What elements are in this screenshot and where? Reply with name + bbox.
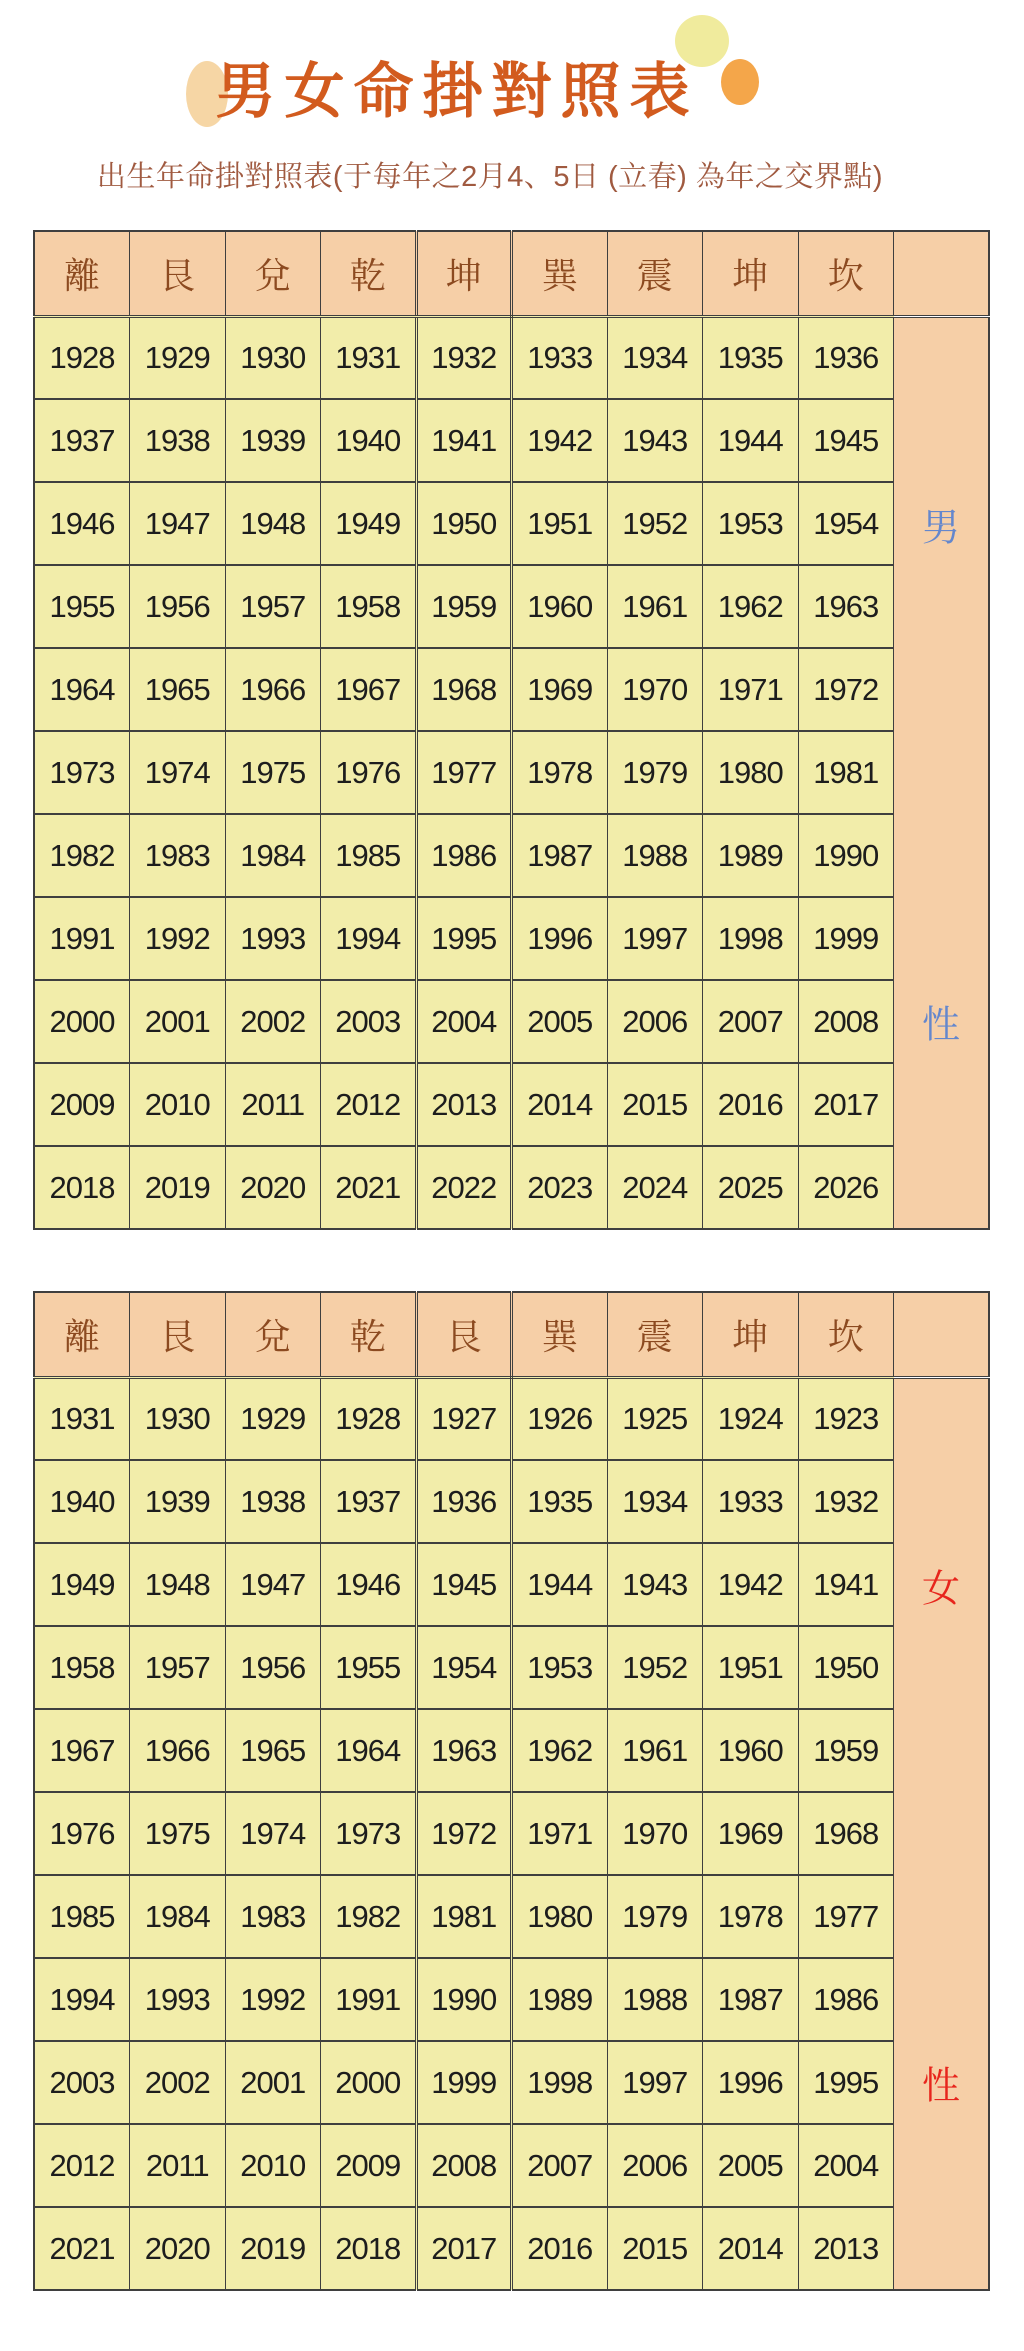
year-cell: 1985 [321,814,417,897]
year-cell: 1986 [416,814,512,897]
year-cell: 2023 [512,1146,608,1229]
year-cell: 1978 [703,1875,799,1958]
female-table-body [34,1377,989,2290]
year-cell: 1942 [703,1543,799,1626]
year-cell: 1969 [703,1792,799,1875]
year-row [34,1063,989,1146]
year-row [34,1543,989,1626]
year-cell: 1956 [225,1626,321,1709]
year-cell: 1935 [703,316,799,399]
year-cell: 1946 [321,1543,417,1626]
female-gender-column [894,1377,990,2290]
year-cell: 1955 [321,1626,417,1709]
year-cell: 1979 [607,731,703,814]
year-cell: 1980 [703,731,799,814]
year-cell: 1974 [225,1792,321,1875]
year-cell: 1957 [130,1626,226,1709]
year-row [34,1146,989,1229]
year-row [34,814,989,897]
year-cell: 1974 [130,731,226,814]
trigram-header-cell: 兌 [225,1292,321,1377]
year-cell: 1962 [703,565,799,648]
year-cell: 1983 [130,814,226,897]
year-cell: 1982 [321,1875,417,1958]
trigram-header-cell: 艮 [130,231,226,316]
year-cell: 1984 [130,1875,226,1958]
trigram-header-cell: 離 [34,1292,130,1377]
year-cell: 1937 [34,399,130,482]
year-cell: 1998 [703,897,799,980]
year-cell: 2009 [321,2124,417,2207]
year-cell: 1976 [321,731,417,814]
year-row [34,1460,989,1543]
year-cell: 2025 [703,1146,799,1229]
year-cell: 1934 [607,316,703,399]
year-cell: 2004 [416,980,512,1063]
year-cell: 1945 [416,1543,512,1626]
trigram-header-cell: 震 [607,231,703,316]
year-cell: 1932 [798,1460,894,1543]
year-cell: 1973 [34,731,130,814]
year-cell: 1937 [321,1460,417,1543]
year-cell: 1954 [416,1626,512,1709]
year-cell: 1989 [703,814,799,897]
year-cell: 1995 [416,897,512,980]
male-gua-table [33,230,990,1230]
year-cell: 1993 [225,897,321,980]
year-cell: 1960 [703,1709,799,1792]
year-row [34,2124,989,2207]
year-cell: 2017 [798,1063,894,1146]
year-cell: 1982 [34,814,130,897]
year-cell: 1958 [34,1626,130,1709]
trigram-header-cell: 艮 [130,1292,226,1377]
female-gender-char: 女 [921,1568,961,1611]
year-cell: 1970 [607,1792,703,1875]
trigram-header-cell: 震 [607,1292,703,1377]
year-cell: 2000 [34,980,130,1063]
year-row [34,1875,989,1958]
year-cell: 1994 [34,1958,130,2041]
year-cell: 1928 [34,316,130,399]
year-cell: 1923 [798,1377,894,1460]
year-cell: 1932 [416,316,512,399]
trigram-header-cell: 乾 [321,231,417,316]
year-cell: 2018 [34,1146,130,1229]
year-cell: 1985 [34,1875,130,1958]
year-cell: 1968 [798,1792,894,1875]
trigram-header-cell: 巽 [512,231,608,316]
year-cell: 1967 [34,1709,130,1792]
year-cell: 1926 [512,1377,608,1460]
trigram-header-cell: 坎 [798,231,894,316]
page-subtitle: 出生年命掛對照表(于每年之2月4、5日 (立春) 為年之交界點) [96,161,884,193]
year-cell: 2019 [225,2207,321,2290]
year-cell: 1934 [607,1460,703,1543]
year-cell: 2007 [703,980,799,1063]
year-row [34,897,989,980]
year-cell: 1992 [130,897,226,980]
trigram-header-cell: 坤 [416,231,512,316]
year-cell: 1977 [798,1875,894,1958]
year-cell: 2012 [321,1063,417,1146]
year-cell: 1999 [798,897,894,980]
year-cell: 1936 [798,316,894,399]
year-cell: 1959 [416,565,512,648]
year-cell: 1928 [321,1377,417,1460]
year-row [34,399,989,482]
year-cell: 1933 [512,316,608,399]
year-row [34,1958,989,2041]
trigram-header-cell: 坎 [798,1292,894,1377]
year-cell: 1943 [607,1543,703,1626]
year-cell: 1948 [225,482,321,565]
year-cell: 1967 [321,648,417,731]
year-cell: 1953 [703,482,799,565]
year-cell: 1952 [607,1626,703,1709]
year-cell: 1942 [512,399,608,482]
male-table-header [34,231,989,316]
year-cell: 2010 [130,1063,226,1146]
year-cell: 1983 [225,1875,321,1958]
year-cell: 2004 [798,2124,894,2207]
gender-header-spacer [894,231,990,316]
year-cell: 2008 [798,980,894,1063]
year-cell: 1963 [416,1709,512,1792]
year-cell: 2018 [321,2207,417,2290]
year-cell: 2019 [130,1146,226,1229]
year-cell: 1954 [798,482,894,565]
year-cell: 1949 [321,482,417,565]
year-cell: 1993 [130,1958,226,2041]
year-cell: 1965 [130,648,226,731]
year-row [34,1792,989,1875]
year-cell: 2026 [798,1146,894,1229]
year-cell: 1929 [130,316,226,399]
year-cell: 2001 [225,2041,321,2124]
year-cell: 1994 [321,897,417,980]
year-cell: 2012 [34,2124,130,2207]
year-row [34,565,989,648]
year-cell: 1929 [225,1377,321,1460]
year-cell: 2017 [416,2207,512,2290]
year-cell: 1977 [416,731,512,814]
trigram-header-cell: 巽 [512,1292,608,1377]
year-cell: 2005 [512,980,608,1063]
year-cell: 1959 [798,1709,894,1792]
trigram-header-cell: 坤 [703,1292,799,1377]
year-cell: 2005 [703,2124,799,2207]
year-cell: 1966 [225,648,321,731]
year-cell: 1964 [321,1709,417,1792]
year-row [34,980,989,1063]
year-cell: 1988 [607,814,703,897]
year-cell: 1931 [34,1377,130,1460]
year-cell: 2011 [130,2124,226,2207]
year-cell: 1992 [225,1958,321,2041]
year-cell: 1990 [798,814,894,897]
year-cell: 1925 [607,1377,703,1460]
year-cell: 1986 [798,1958,894,2041]
year-cell: 1941 [416,399,512,482]
year-cell: 2011 [225,1063,321,1146]
year-cell: 1941 [798,1543,894,1626]
year-cell: 1938 [225,1460,321,1543]
year-cell: 1969 [512,648,608,731]
trigram-header-cell: 兌 [225,231,321,316]
male-gender-char: 性 [921,1004,961,1047]
year-cell: 1935 [512,1460,608,1543]
year-cell: 1960 [512,565,608,648]
year-cell: 2013 [798,2207,894,2290]
gender-header-spacer [894,1292,990,1377]
year-cell: 1973 [321,1792,417,1875]
year-cell: 2006 [607,980,703,1063]
year-cell: 1963 [798,565,894,648]
year-cell: 2013 [416,1063,512,1146]
year-cell: 1975 [225,731,321,814]
year-cell: 1931 [321,316,417,399]
year-row [34,316,989,399]
year-cell: 1997 [607,2041,703,2124]
year-cell: 2002 [225,980,321,1063]
year-cell: 2022 [416,1146,512,1229]
year-row [34,482,989,565]
year-cell: 1939 [130,1460,226,1543]
female-table-header [34,1292,989,1377]
year-cell: 1975 [130,1792,226,1875]
year-cell: 1999 [416,2041,512,2124]
year-cell: 1961 [607,1709,703,1792]
trigram-header-cell: 離 [34,231,130,316]
year-cell: 2021 [34,2207,130,2290]
year-row [34,2207,989,2290]
year-cell: 2009 [34,1063,130,1146]
year-cell: 1978 [512,731,608,814]
female-gua-table [33,1291,990,2291]
year-row [34,1626,989,1709]
year-cell: 1938 [130,399,226,482]
year-cell: 2003 [34,2041,130,2124]
year-cell: 1930 [225,316,321,399]
year-cell: 1951 [512,482,608,565]
year-cell: 1971 [512,1792,608,1875]
year-row [34,2041,989,2124]
year-cell: 1949 [34,1543,130,1626]
year-cell: 1998 [512,2041,608,2124]
year-cell: 1950 [798,1626,894,1709]
year-cell: 1957 [225,565,321,648]
year-cell: 1964 [34,648,130,731]
year-cell: 1945 [798,399,894,482]
year-cell: 2015 [607,2207,703,2290]
trigram-header-cell: 乾 [321,1292,417,1377]
year-cell: 1930 [130,1377,226,1460]
year-cell: 1944 [703,399,799,482]
year-cell: 1970 [607,648,703,731]
year-cell: 1996 [512,897,608,980]
year-cell: 1948 [130,1543,226,1626]
male-gender-char: 男 [921,507,961,550]
year-cell: 2020 [225,1146,321,1229]
year-cell: 2021 [321,1146,417,1229]
year-cell: 1989 [512,1958,608,2041]
year-cell: 1955 [34,565,130,648]
year-cell: 1946 [34,482,130,565]
year-row [34,1377,989,1460]
year-cell: 2007 [512,2124,608,2207]
male-table-body [34,316,989,1229]
year-cell: 1940 [321,399,417,482]
year-cell: 1980 [512,1875,608,1958]
year-cell: 1987 [512,814,608,897]
trigram-header-row [34,231,989,316]
year-cell: 1984 [225,814,321,897]
year-cell: 1981 [416,1875,512,1958]
year-cell: 2000 [321,2041,417,2124]
year-cell: 1972 [416,1792,512,1875]
year-cell: 1972 [798,648,894,731]
year-cell: 1927 [416,1377,512,1460]
trigram-header-cell: 艮 [416,1292,512,1377]
year-cell: 2014 [512,1063,608,1146]
year-cell: 2002 [130,2041,226,2124]
year-row [34,731,989,814]
trigram-header-row [34,1292,989,1377]
year-cell: 1997 [607,897,703,980]
year-row [34,648,989,731]
year-cell: 2015 [607,1063,703,1146]
year-cell: 1953 [512,1626,608,1709]
year-cell: 2014 [703,2207,799,2290]
year-cell: 1944 [512,1543,608,1626]
year-cell: 1976 [34,1792,130,1875]
year-cell: 1987 [703,1958,799,2041]
year-cell: 1947 [130,482,226,565]
year-cell: 2016 [703,1063,799,1146]
year-cell: 1933 [703,1460,799,1543]
year-cell: 1951 [703,1626,799,1709]
year-cell: 1952 [607,482,703,565]
year-cell: 1966 [130,1709,226,1792]
year-cell: 2016 [512,2207,608,2290]
page-title: 男女命掛對照表 [215,58,699,125]
year-cell: 1991 [34,897,130,980]
year-cell: 1995 [798,2041,894,2124]
female-gender-char: 性 [921,2065,961,2108]
trigram-header-cell: 坤 [703,231,799,316]
year-cell: 1991 [321,1958,417,2041]
year-cell: 2024 [607,1146,703,1229]
year-cell: 2010 [225,2124,321,2207]
year-cell: 1996 [703,2041,799,2124]
year-cell: 1965 [225,1709,321,1792]
year-cell: 2020 [130,2207,226,2290]
year-cell: 1981 [798,731,894,814]
year-cell: 1936 [416,1460,512,1543]
year-cell: 1956 [130,565,226,648]
year-cell: 1961 [607,565,703,648]
year-row [34,1709,989,1792]
year-cell: 2006 [607,2124,703,2207]
year-cell: 1971 [703,648,799,731]
male-gender-column [894,316,990,1229]
year-cell: 1924 [703,1377,799,1460]
year-cell: 1962 [512,1709,608,1792]
year-cell: 1940 [34,1460,130,1543]
year-cell: 2003 [321,980,417,1063]
year-cell: 1950 [416,482,512,565]
year-cell: 1958 [321,565,417,648]
year-cell: 1947 [225,1543,321,1626]
year-cell: 1968 [416,648,512,731]
year-cell: 1990 [416,1958,512,2041]
year-cell: 2008 [416,2124,512,2207]
year-cell: 1979 [607,1875,703,1958]
year-cell: 1988 [607,1958,703,2041]
year-cell: 1943 [607,399,703,482]
year-cell: 1939 [225,399,321,482]
year-cell: 2001 [130,980,226,1063]
